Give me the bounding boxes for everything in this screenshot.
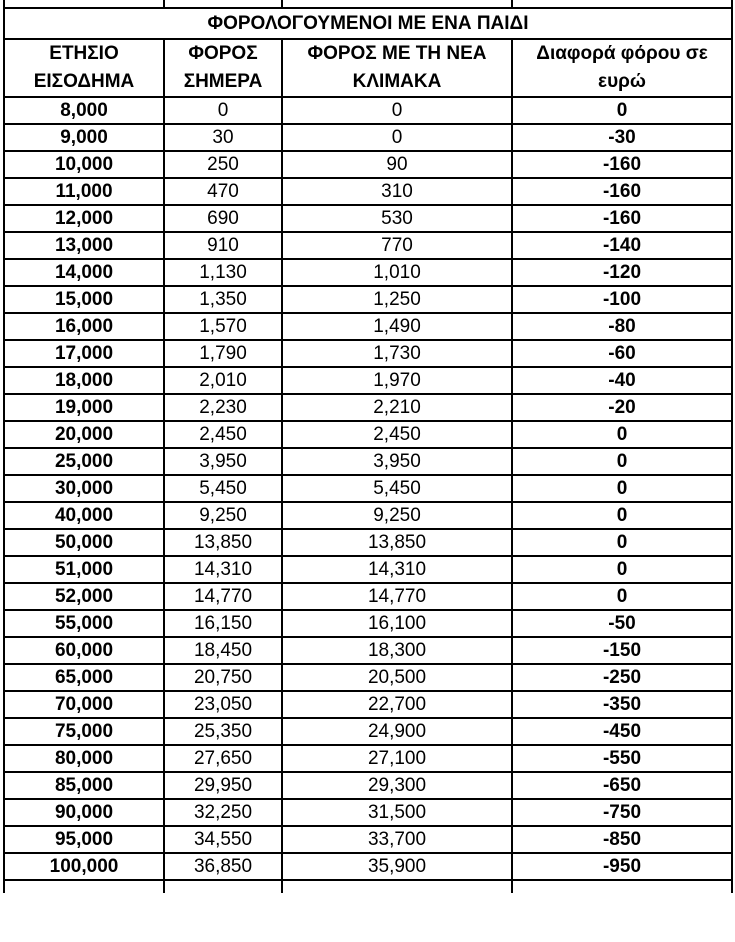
- tax-difference-cell: 0: [512, 583, 732, 610]
- tax-difference-cell: -650: [512, 772, 732, 799]
- tax-today-cell: 20,750: [164, 664, 282, 691]
- tax-new-scale-cell: 35,900: [282, 853, 512, 880]
- tax-difference-cell: -20: [512, 394, 732, 421]
- annual-income-cell: 11,000: [4, 178, 164, 205]
- table-row: [4, 286, 732, 313]
- tax-new-scale-cell: 90: [282, 151, 512, 178]
- tax-new-scale-cell: 1,010: [282, 259, 512, 286]
- header-tax-difference-line1: Διαφορά φόρου σε: [536, 43, 708, 64]
- tax-today-cell: 13,850: [164, 529, 282, 556]
- tax-new-scale-cell: 530: [282, 205, 512, 232]
- header-tax-new-scale-line1: ΦΟΡΟΣ ΜΕ ΤΗ ΝΕΑ: [307, 43, 487, 64]
- tax-difference-cell: -30: [512, 124, 732, 151]
- tax-difference-cell: -350: [512, 691, 732, 718]
- tax-today-cell: 14,770: [164, 583, 282, 610]
- tax-today-cell: 1,130: [164, 259, 282, 286]
- annual-income-cell: 75,000: [4, 718, 164, 745]
- tax-difference-cell: -100: [512, 286, 732, 313]
- tax-difference-cell: 0: [512, 448, 732, 475]
- stub-cell: [4, 880, 164, 893]
- stub-cell: [4, 0, 164, 8]
- table-row: [4, 448, 732, 475]
- table-header-row: [4, 39, 732, 97]
- table-body: [4, 97, 732, 880]
- tax-difference-cell: -60: [512, 340, 732, 367]
- annual-income-cell: 9,000: [4, 124, 164, 151]
- stub-cell: [164, 0, 282, 8]
- tax-today-cell: 5,450: [164, 475, 282, 502]
- tax-new-scale-cell: 1,250: [282, 286, 512, 313]
- tax-today-cell: 23,050: [164, 691, 282, 718]
- tax-new-scale-cell: 1,490: [282, 313, 512, 340]
- tax-new-scale-cell: 0: [282, 124, 512, 151]
- annual-income-cell: 20,000: [4, 421, 164, 448]
- annual-income-cell: 90,000: [4, 799, 164, 826]
- annual-income-cell: 17,000: [4, 340, 164, 367]
- table-row: [4, 853, 732, 880]
- table-row: [4, 97, 732, 124]
- annual-income-cell: 80,000: [4, 745, 164, 772]
- tax-table: [3, 0, 733, 893]
- table-row: [4, 421, 732, 448]
- table-row: [4, 259, 732, 286]
- tax-today-cell: 16,150: [164, 610, 282, 637]
- table-row: [4, 745, 732, 772]
- tax-difference-cell: -550: [512, 745, 732, 772]
- tax-new-scale-cell: 310: [282, 178, 512, 205]
- tax-new-scale-cell: 14,310: [282, 556, 512, 583]
- tax-today-cell: 2,010: [164, 367, 282, 394]
- tax-difference-cell: 0: [512, 529, 732, 556]
- tax-today-cell: 1,350: [164, 286, 282, 313]
- tax-difference-cell: 0: [512, 475, 732, 502]
- tax-today-cell: 250: [164, 151, 282, 178]
- tax-today-cell: 3,950: [164, 448, 282, 475]
- tax-today-cell: 18,450: [164, 637, 282, 664]
- table-top-stub: [4, 0, 732, 8]
- header-tax-today-line2: ΣΗΜΕΡΑ: [183, 71, 263, 92]
- annual-income-cell: 18,000: [4, 367, 164, 394]
- annual-income-cell: 65,000: [4, 664, 164, 691]
- annual-income-cell: 52,000: [4, 583, 164, 610]
- annual-income-cell: 60,000: [4, 637, 164, 664]
- table-row: [4, 178, 732, 205]
- tax-new-scale-cell: 22,700: [282, 691, 512, 718]
- table-title-row: [4, 8, 732, 39]
- tax-difference-cell: -160: [512, 205, 732, 232]
- header-tax-today: [164, 39, 282, 97]
- tax-today-cell: 0: [164, 97, 282, 124]
- table-row: [4, 799, 732, 826]
- table-row: [4, 367, 732, 394]
- table-row: [4, 529, 732, 556]
- tax-new-scale-cell: 14,770: [282, 583, 512, 610]
- tax-today-cell: 2,230: [164, 394, 282, 421]
- stub-cell: [282, 880, 512, 893]
- annual-income-cell: 70,000: [4, 691, 164, 718]
- annual-income-cell: 19,000: [4, 394, 164, 421]
- tax-today-cell: 9,250: [164, 502, 282, 529]
- table-row: [4, 475, 732, 502]
- table-row: [4, 718, 732, 745]
- tax-difference-cell: 0: [512, 97, 732, 124]
- table-row: [4, 232, 732, 259]
- tax-new-scale-cell: 2,210: [282, 394, 512, 421]
- table-row: [4, 556, 732, 583]
- annual-income-cell: 14,000: [4, 259, 164, 286]
- annual-income-cell: 95,000: [4, 826, 164, 853]
- tax-new-scale-cell: 16,100: [282, 610, 512, 637]
- tax-difference-cell: 0: [512, 556, 732, 583]
- annual-income-cell: 30,000: [4, 475, 164, 502]
- annual-income-cell: 10,000: [4, 151, 164, 178]
- table-row: [4, 205, 732, 232]
- table-row: [4, 340, 732, 367]
- header-tax-new-scale: [282, 39, 512, 97]
- tax-today-cell: 30: [164, 124, 282, 151]
- tax-new-scale-cell: 9,250: [282, 502, 512, 529]
- table-row: [4, 664, 732, 691]
- annual-income-cell: 51,000: [4, 556, 164, 583]
- tax-new-scale-cell: 1,730: [282, 340, 512, 367]
- table-row: [4, 691, 732, 718]
- tax-today-cell: 14,310: [164, 556, 282, 583]
- tax-new-scale-cell: 31,500: [282, 799, 512, 826]
- stub-cell: [164, 880, 282, 893]
- table-row: [4, 151, 732, 178]
- tax-today-cell: 25,350: [164, 718, 282, 745]
- tax-new-scale-cell: 5,450: [282, 475, 512, 502]
- tax-difference-cell: -160: [512, 178, 732, 205]
- tax-new-scale-cell: 24,900: [282, 718, 512, 745]
- tax-difference-cell: -40: [512, 367, 732, 394]
- table-row: [4, 772, 732, 799]
- annual-income-cell: 15,000: [4, 286, 164, 313]
- annual-income-cell: 13,000: [4, 232, 164, 259]
- tax-new-scale-cell: 2,450: [282, 421, 512, 448]
- table-row: [4, 583, 732, 610]
- annual-income-cell: 8,000: [4, 97, 164, 124]
- tax-today-cell: 34,550: [164, 826, 282, 853]
- tax-difference-cell: 0: [512, 421, 732, 448]
- tax-today-cell: 32,250: [164, 799, 282, 826]
- tax-difference-cell: -80: [512, 313, 732, 340]
- annual-income-cell: 55,000: [4, 610, 164, 637]
- tax-new-scale-cell: 770: [282, 232, 512, 259]
- tax-new-scale-cell: 33,700: [282, 826, 512, 853]
- table-title: ΦΟΡΟΛΟΓΟΥΜΕΝΟΙ ΜΕ ΕΝΑ ΠΑΙΔΙ: [4, 8, 732, 39]
- tax-new-scale-cell: 3,950: [282, 448, 512, 475]
- header-tax-today-line1: ΦΟΡΟΣ: [188, 43, 258, 64]
- annual-income-cell: 25,000: [4, 448, 164, 475]
- header-annual-income-line1: ΕΤΗΣΙΟ: [49, 43, 119, 64]
- annual-income-cell: 16,000: [4, 313, 164, 340]
- table-bottom-stub: [4, 880, 732, 893]
- tax-difference-cell: -750: [512, 799, 732, 826]
- tax-today-cell: 470: [164, 178, 282, 205]
- annual-income-cell: 12,000: [4, 205, 164, 232]
- tax-difference-cell: -160: [512, 151, 732, 178]
- tax-today-cell: 27,650: [164, 745, 282, 772]
- table-row: [4, 826, 732, 853]
- table-row: [4, 637, 732, 664]
- tax-difference-cell: 0: [512, 502, 732, 529]
- table-row: [4, 313, 732, 340]
- header-annual-income-line2: ΕΙΣΟΔΗΜΑ: [33, 71, 135, 92]
- tax-difference-cell: -50: [512, 610, 732, 637]
- header-tax-difference-line2: ευρώ: [598, 71, 646, 92]
- tax-today-cell: 2,450: [164, 421, 282, 448]
- stub-cell: [282, 0, 512, 8]
- tax-difference-cell: -450: [512, 718, 732, 745]
- header-annual-income: [4, 39, 164, 97]
- stub-cell: [512, 0, 732, 8]
- header-tax-difference: [512, 39, 732, 97]
- annual-income-cell: 40,000: [4, 502, 164, 529]
- tax-new-scale-cell: 27,100: [282, 745, 512, 772]
- tax-difference-cell: -250: [512, 664, 732, 691]
- tax-difference-cell: -150: [512, 637, 732, 664]
- tax-difference-cell: -850: [512, 826, 732, 853]
- stub-cell: [512, 880, 732, 893]
- tax-today-cell: 36,850: [164, 853, 282, 880]
- tax-new-scale-cell: 18,300: [282, 637, 512, 664]
- tax-difference-cell: -120: [512, 259, 732, 286]
- tax-today-cell: 1,570: [164, 313, 282, 340]
- tax-new-scale-cell: 29,300: [282, 772, 512, 799]
- table-row: [4, 610, 732, 637]
- annual-income-cell: 85,000: [4, 772, 164, 799]
- tax-difference-cell: -140: [512, 232, 732, 259]
- tax-new-scale-cell: 13,850: [282, 529, 512, 556]
- tax-new-scale-cell: 0: [282, 97, 512, 124]
- tax-new-scale-cell: 1,970: [282, 367, 512, 394]
- table-row: [4, 394, 732, 421]
- tax-today-cell: 1,790: [164, 340, 282, 367]
- tax-today-cell: 29,950: [164, 772, 282, 799]
- annual-income-cell: 100,000: [4, 853, 164, 880]
- tax-difference-cell: -950: [512, 853, 732, 880]
- tax-today-cell: 910: [164, 232, 282, 259]
- annual-income-cell: 50,000: [4, 529, 164, 556]
- table-row: [4, 124, 732, 151]
- header-tax-new-scale-line2: ΚΛΙΜΑΚΑ: [352, 71, 442, 92]
- tax-new-scale-cell: 20,500: [282, 664, 512, 691]
- table-row: [4, 502, 732, 529]
- tax-today-cell: 690: [164, 205, 282, 232]
